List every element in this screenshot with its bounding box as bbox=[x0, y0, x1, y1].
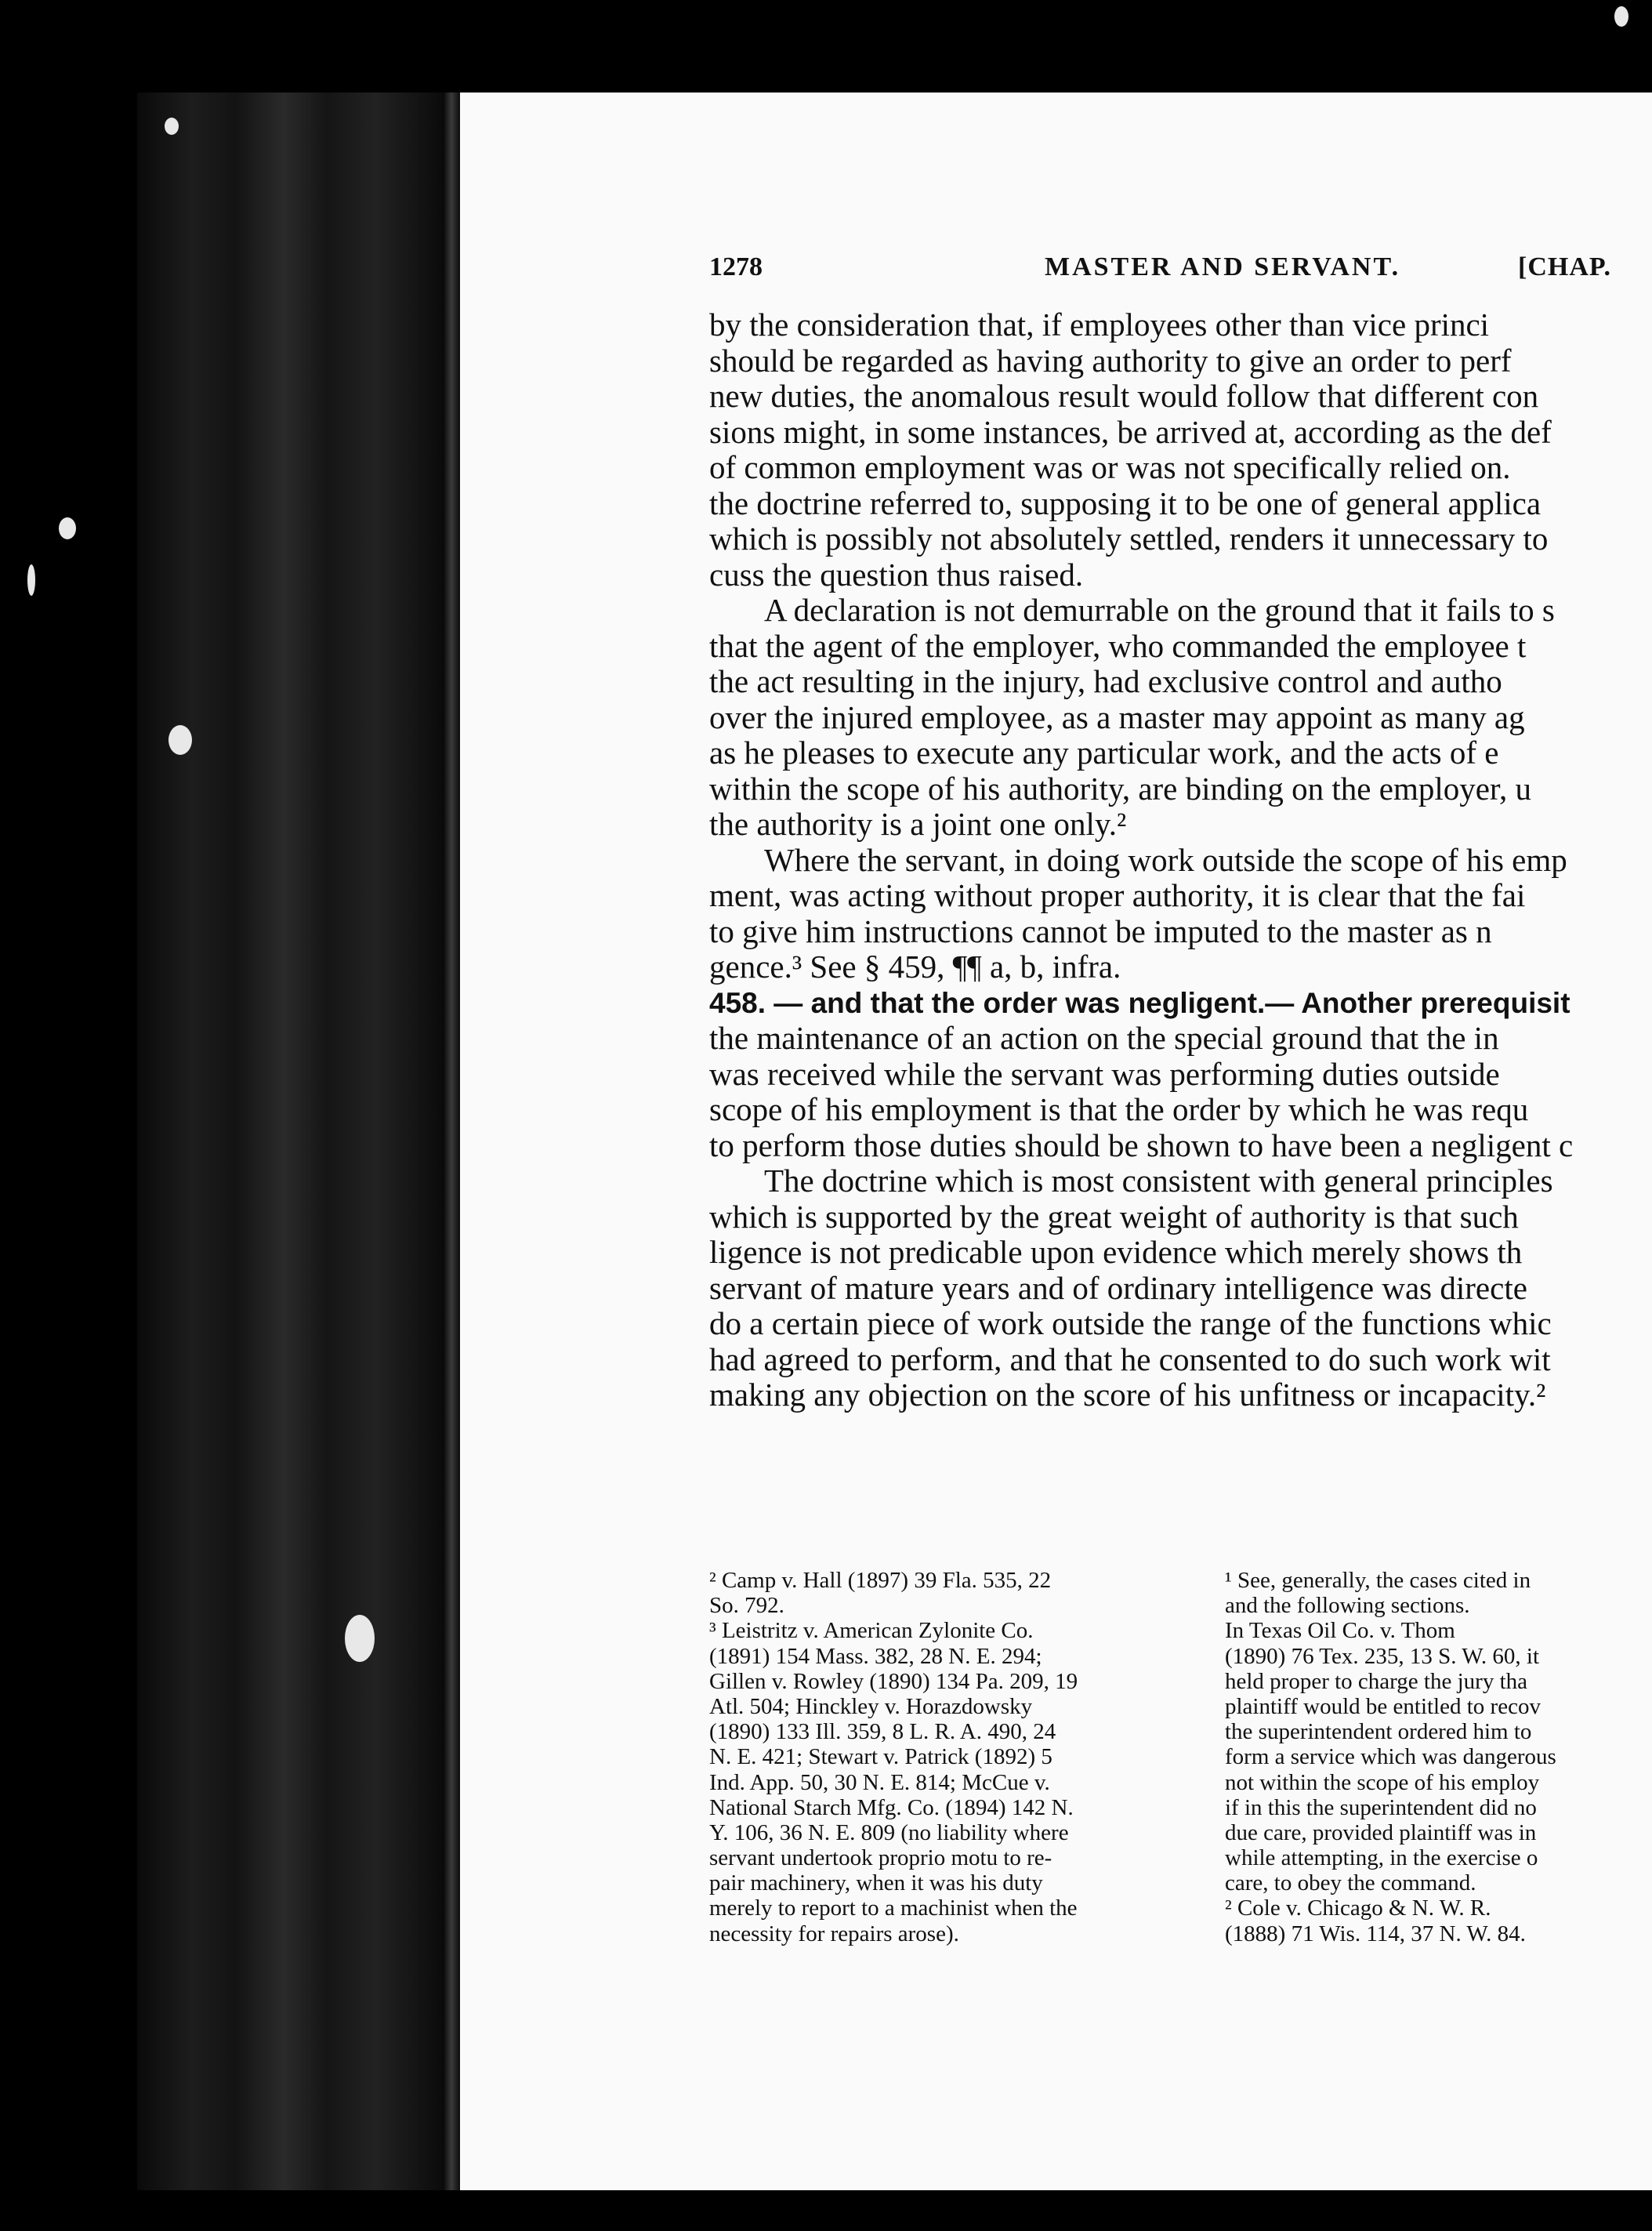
footnote-line: merely to report to a machinist when the bbox=[709, 1895, 1078, 1921]
chapter-label: [CHAP. bbox=[1518, 252, 1612, 281]
text-line: to perform those duties should be shown to have been a negligent c bbox=[709, 1126, 1574, 1163]
footnote-line: the superintendent ordered him to bbox=[1225, 1719, 1532, 1745]
text-line: which is supported by the great weight of authority is that such bbox=[709, 1198, 1519, 1235]
footnote-line: (1891) 154 Mass. 382, 28 N. E. 294; bbox=[709, 1643, 1042, 1669]
text-line: by the consideration that, if employees other than vice princi bbox=[709, 307, 1490, 343]
text-line: was received while the servant was performing duties outside bbox=[709, 1055, 1500, 1092]
footnote-line: necessity for repairs arose). bbox=[709, 1921, 959, 1946]
text-line: which is possibly not absolutely settled, renders it unnecessary to bbox=[709, 521, 1549, 557]
text-line: of common employment was or was not specifically relied on. bbox=[709, 449, 1511, 485]
text-line: had agreed to perform, and that he consented to do such work wit bbox=[709, 1340, 1551, 1377]
text-line: the maintenance of an action on the special ground that the in bbox=[709, 1020, 1499, 1056]
footnote-line: ² Cole v. Chicago & N. W. R. bbox=[1225, 1895, 1491, 1921]
spine-fold bbox=[443, 93, 460, 2190]
footnote-line: (1890) 133 Ill. 359, 8 L. R. A. 490, 24 bbox=[709, 1719, 1056, 1745]
text-line: new duties, the anomalous result would follow that different con bbox=[709, 378, 1539, 414]
text-line: as he pleases to execute any particular work, and the acts of e bbox=[709, 735, 1499, 771]
text-line: ment, was acting without proper authority, it is clear that the fai bbox=[709, 877, 1526, 913]
footnotes-left bbox=[709, 1568, 1208, 1946]
film-border-bottom bbox=[0, 2190, 1652, 2231]
footnote-line: Atl. 504; Hinckley v. Horazdowsky bbox=[709, 1693, 1033, 1719]
footnote-line: not within the scope of his employ bbox=[1225, 1769, 1540, 1795]
footnote-line: National Starch Mfg. Co. (1894) 142 N. bbox=[709, 1794, 1074, 1820]
body-text bbox=[709, 307, 1652, 1413]
footnote-line: N. E. 421; Stewart v. Patrick (1892) 5 bbox=[709, 1744, 1052, 1770]
page-number: 1278 bbox=[709, 252, 763, 281]
footnote-line: ² Camp v. Hall (1897) 39 Fla. 535, 22 bbox=[709, 1568, 1052, 1593]
book-spine bbox=[137, 93, 443, 2190]
footnote-line: So. 792. bbox=[709, 1593, 784, 1619]
text-line: ligence is not predicable upon evidence which merely shows th bbox=[709, 1234, 1523, 1270]
dust-speck bbox=[165, 118, 179, 135]
text-line: servant of mature years and of ordinary intelligence was directe bbox=[709, 1269, 1527, 1306]
footnote-line: form a service which was dangerous bbox=[1225, 1744, 1556, 1770]
dust-speck bbox=[168, 725, 192, 755]
text-line: gence.³ See § 459, ¶¶ a, b, infra. bbox=[709, 949, 1121, 985]
text-line: sions might, in some instances, be arrived at, according as the def bbox=[709, 413, 1552, 450]
text-line: the authority is a joint one only.² bbox=[709, 806, 1127, 842]
footnote-line: Gillen v. Rowley (1890) 134 Pa. 209, 19 bbox=[709, 1668, 1078, 1694]
footnote-line: if in this the superintendent did no bbox=[1225, 1794, 1537, 1820]
text-line: within the scope of his authority, are binding on the employer, u bbox=[709, 770, 1531, 807]
text-line: to give him instructions cannot be imputed to the master as n bbox=[709, 912, 1492, 949]
footnotes-right bbox=[1225, 1568, 1652, 1946]
text-line: the doctrine referred to, supposing it to be one of general applica bbox=[709, 484, 1542, 521]
footnote-line: while attempting, in the exercise o bbox=[1225, 1845, 1538, 1871]
text-line: over the injured employee, as a master may appoint as many ag bbox=[709, 698, 1525, 735]
text-line: that the agent of the employer, who commanded the employee t bbox=[709, 627, 1527, 664]
text-line: should be regarded as having authority to give an order to perf bbox=[709, 342, 1512, 379]
footnote-line: plaintiff would be entitled to recov bbox=[1225, 1693, 1541, 1719]
text-line: making any objection on the score of his unfitness or incapacity.² bbox=[709, 1377, 1546, 1413]
footnote-line: Ind. App. 50, 30 N. E. 814; McCue v. bbox=[709, 1769, 1050, 1795]
text-line: scope of his employment is that the order by which he was requ bbox=[709, 1091, 1529, 1127]
footnote-line: ¹ See, generally, the cases cited in bbox=[1225, 1568, 1531, 1593]
footnote-line: (1890) 76 Tex. 235, 13 S. W. 60, it bbox=[1225, 1643, 1540, 1669]
footnote-line: and the following sections. bbox=[1225, 1593, 1470, 1619]
dust-speck bbox=[27, 564, 35, 596]
dust-speck bbox=[59, 517, 76, 539]
text-line: do a certain piece of work outside the range of the functions whic bbox=[709, 1305, 1552, 1341]
dust-speck bbox=[1614, 6, 1628, 27]
footnote-line: (1888) 71 Wis. 114, 37 N. W. 84. bbox=[1225, 1921, 1526, 1946]
text-line: cuss the question thus raised. bbox=[709, 556, 1084, 593]
film-border-top bbox=[0, 0, 1652, 93]
section-heading-458: 458. — and that the order was negligent.— Another prerequisit bbox=[709, 986, 1570, 1019]
text-line: A declaration is not demurrable on the ground that it fails to s bbox=[764, 592, 1555, 628]
running-header bbox=[709, 252, 1652, 290]
running-title: MASTER AND SERVANT. bbox=[1045, 252, 1401, 281]
text-line: The doctrine which is most consistent with general principles bbox=[764, 1163, 1553, 1199]
film-border-left bbox=[0, 0, 137, 2231]
footnote-line: pair machinery, when it was his duty bbox=[709, 1870, 1043, 1896]
dust-speck bbox=[345, 1615, 375, 1662]
footnote-line: held proper to charge the jury tha bbox=[1225, 1668, 1527, 1694]
text-line: Where the servant, in doing work outside the scope of his emp bbox=[764, 841, 1567, 878]
footnote-line: In Texas Oil Co. v. Thom bbox=[1225, 1618, 1455, 1644]
footnote-line: care, to obey the command. bbox=[1225, 1870, 1476, 1896]
footnote-line: ³ Leistritz v. American Zylonite Co. bbox=[709, 1618, 1034, 1644]
footnote-line: due care, provided plaintiff was in bbox=[1225, 1819, 1537, 1845]
text-line: the act resulting in the injury, had exclusive control and autho bbox=[709, 663, 1502, 699]
footnote-line: servant undertook proprio motu to re- bbox=[709, 1845, 1052, 1871]
footnote-line: Y. 106, 36 N. E. 809 (no liability where bbox=[709, 1819, 1069, 1845]
